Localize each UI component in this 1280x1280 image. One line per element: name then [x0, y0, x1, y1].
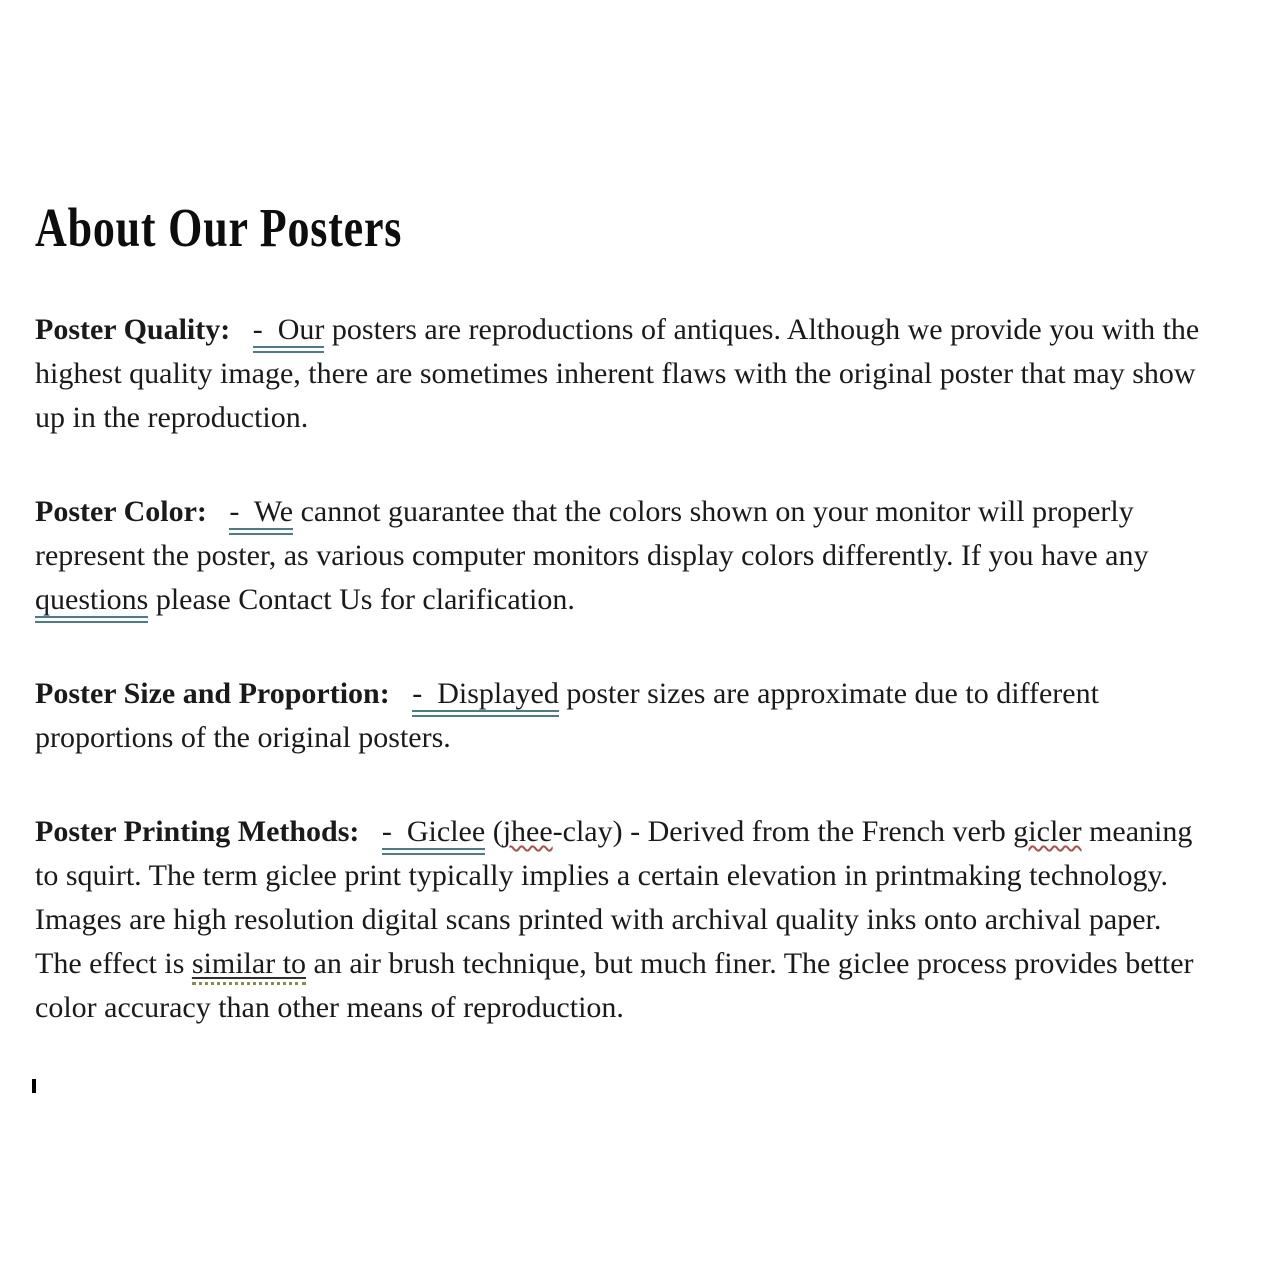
paragraph-heading: Poster Color: [35, 495, 207, 528]
paragraph [35, 308, 1211, 440]
paragraph-heading: Poster Size and Proportion: [35, 677, 390, 710]
body-text: an air brush technique, but much finer. The giclee process provides better color accuracy than other means of reproduction. [35, 947, 1194, 1024]
double-underlined-text: questions [35, 583, 148, 623]
paragraph [35, 810, 1211, 1030]
paragraph [35, 490, 1211, 622]
page-title-text: About Our Posters [35, 197, 403, 258]
grammar-flagged-phrase: similar to [192, 947, 306, 985]
spellcheck-flagged-word: gicler [1013, 815, 1082, 848]
body-text: poster sizes are approximate due to different proportions of the original posters. [35, 677, 1099, 754]
paragraph-heading: Poster Printing Methods: [35, 815, 360, 848]
body-text: meaning to squirt. The term giclee print typically implies a certain elevation in printmaking technology. Images are high resolution digital scans printed with archival quality inks onto archival paper. The effect is [35, 815, 1193, 980]
spellcheck-flagged-word: jhee [502, 815, 553, 848]
body-text: -clay) - Derived from the French verb [552, 815, 1014, 848]
body-text [230, 313, 253, 346]
body-text: please Contact Us for clarification. [148, 583, 575, 616]
body-text [359, 815, 382, 848]
paragraph [35, 672, 1211, 760]
body-text: posters are reproductions of antiques. Although we provide you with the highest quality image, there are sometimes inherent flaws with the original poster that may show up in the reproduction. [35, 313, 1200, 434]
paragraph-heading: Poster Quality: [35, 313, 231, 346]
page-title [35, 197, 1205, 258]
double-underlined-text: - Giclee [382, 815, 485, 855]
text-cursor-mark [32, 1079, 36, 1093]
double-underlined-text: - Our [253, 313, 325, 353]
body-text [207, 495, 230, 528]
double-underlined-text: - We [229, 495, 293, 535]
body-text [390, 677, 413, 710]
document-body [35, 308, 1211, 1030]
double-underlined-text: - Displayed [412, 677, 559, 717]
body-text: ( [485, 815, 503, 848]
body-text: cannot guarantee that the colors shown on your monitor will properly represent the poster, as various computer monitors display colors differently. If you have any [35, 495, 1149, 572]
